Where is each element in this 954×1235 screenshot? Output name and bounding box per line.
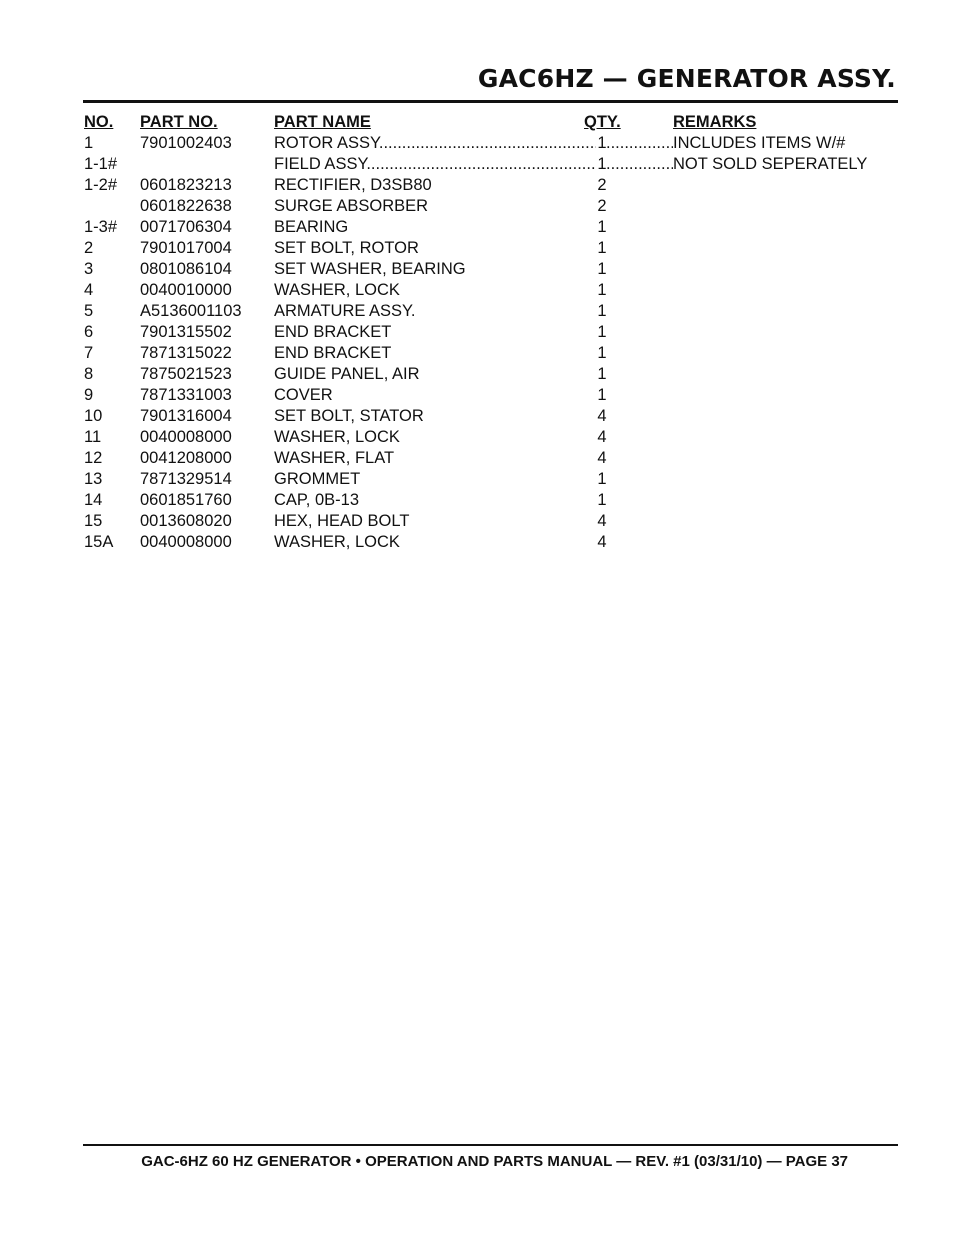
table-row [84, 343, 898, 364]
cell-part-no: 0041208000 [140, 449, 232, 467]
cell-part-no: 7871329514 [140, 470, 232, 488]
table-row [84, 490, 898, 511]
table-row [84, 448, 898, 469]
cell-part-name: WASHER, LOCK [274, 533, 400, 551]
header-qty: QTY. [584, 113, 621, 131]
cell-qty: 4 [597, 449, 607, 467]
table-row [84, 217, 898, 238]
cell-no: 7 [84, 344, 94, 362]
cell-no: 11 [84, 428, 102, 446]
table-row [84, 175, 898, 196]
cell-qty: 1 [597, 365, 607, 383]
cell-part-no: 0040010000 [140, 281, 232, 299]
cell-part-no: 7901002403 [140, 134, 232, 152]
cell-part-no: 0040008000 [140, 428, 232, 446]
cell-part-no: 7871315022 [140, 344, 232, 362]
table-header-row [84, 112, 898, 133]
cell-qty: 1 [597, 386, 607, 404]
cell-qty: 2 [597, 197, 607, 215]
cell-qty: 2 [597, 176, 607, 194]
table-row [84, 196, 898, 217]
page-title: GAC6HZ — GENERATOR ASSY. [477, 64, 896, 93]
cell-no: 10 [84, 407, 103, 425]
cell-part-name: END BRACKET [274, 344, 392, 362]
cell-part-no: 0801086104 [140, 260, 232, 278]
cell-no: 13 [84, 470, 103, 488]
cell-part-no: 7871331003 [140, 386, 232, 404]
cell-no: 8 [84, 365, 94, 383]
title-divider [83, 100, 898, 103]
header-no: NO. [84, 113, 114, 131]
cell-part-no: 0601851760 [140, 491, 232, 509]
cell-part-no: 0040008000 [140, 533, 232, 551]
cell-part-name: ARMATURE ASSY. [274, 302, 416, 320]
cell-part-name: FIELD ASSY. [274, 155, 371, 173]
cell-part-name: SET WASHER, BEARING [274, 260, 466, 278]
footer-divider [83, 1144, 898, 1146]
cell-part-name: WASHER, FLAT [274, 449, 395, 467]
table-row [84, 427, 898, 448]
cell-qty: 1 [597, 239, 607, 257]
cell-part-no: 7901017004 [140, 239, 232, 257]
cell-part-name: GROMMET [274, 470, 361, 488]
cell-part-no: 7901315502 [140, 323, 232, 341]
cell-no: 12 [84, 449, 103, 467]
table-row [84, 364, 898, 385]
cell-qty: 1 [597, 302, 607, 320]
cell-qty: 1 [597, 218, 607, 236]
table-row [84, 532, 898, 553]
cell-part-name: END BRACKET [274, 323, 392, 341]
cell-part-name: SET BOLT, STATOR [274, 407, 424, 425]
cell-part-name: SET BOLT, ROTOR [274, 239, 419, 257]
cell-part-no: 0013608020 [140, 512, 232, 530]
cell-qty: 1 [597, 491, 607, 509]
cell-part-name: WASHER, LOCK [274, 281, 400, 299]
cell-qty: 4 [597, 512, 607, 530]
cell-qty: 4 [597, 533, 607, 551]
cell-part-no: 7875021523 [140, 365, 232, 383]
cell-no: 1 [84, 134, 94, 152]
cell-part-name: SURGE ABSORBER [274, 197, 429, 215]
cell-remarks: NOT SOLD SEPERATELY [673, 155, 868, 173]
cell-part-no: 7901316004 [140, 407, 232, 425]
page-footer: GAC-6HZ 60 HZ GENERATOR • OPERATION AND PARTS MANUAL — REV. #1 (03/31/10) — PAGE 37 [141, 1153, 848, 1170]
leader-dots [606, 133, 673, 154]
table-row [84, 511, 898, 532]
leader-dots [606, 154, 673, 175]
cell-no: 1-1# [84, 155, 118, 173]
header-remarks: REMARKS [673, 113, 757, 131]
cell-no: 3 [84, 260, 94, 278]
cell-no: 1-2# [84, 176, 118, 194]
cell-part-name: ROTOR ASSY. [274, 134, 384, 152]
cell-qty: 4 [597, 407, 607, 425]
cell-no: 15 [84, 512, 103, 530]
cell-no: 4 [84, 281, 94, 299]
cell-part-name: GUIDE PANEL, AIR [274, 365, 420, 383]
cell-part-name: COVER [274, 386, 333, 404]
cell-part-no: 0071706304 [140, 218, 232, 236]
cell-no: 2 [84, 239, 94, 257]
table-row [84, 406, 898, 427]
table-row [84, 469, 898, 490]
cell-part-name: WASHER, LOCK [274, 428, 400, 446]
cell-no: 5 [84, 302, 94, 320]
cell-qty: 1 [597, 323, 607, 341]
header-part-no: PART NO. [140, 113, 218, 131]
table-row [84, 385, 898, 406]
cell-qty: 1 [597, 281, 607, 299]
table-row [84, 322, 898, 343]
cell-part-name: BEARING [274, 218, 349, 236]
cell-part-no: 0601822638 [140, 197, 232, 215]
cell-remarks: INCLUDES ITEMS W/# [673, 134, 846, 152]
table-body [84, 133, 898, 553]
table-row [84, 133, 898, 154]
cell-qty: 1 [597, 344, 607, 362]
leader-dots [274, 154, 596, 175]
cell-qty: 1 [597, 470, 607, 488]
cell-qty: 1 [597, 155, 607, 173]
cell-no: 1-3# [84, 218, 118, 236]
table-row [84, 154, 898, 175]
cell-part-name: HEX, HEAD BOLT [274, 512, 410, 530]
cell-qty: 1 [597, 260, 607, 278]
cell-part-name: CAP, 0B-13 [274, 491, 359, 509]
table-row [84, 301, 898, 322]
table-row [84, 280, 898, 301]
header-part-name: PART NAME [274, 113, 371, 131]
table-row [84, 259, 898, 280]
cell-no: 14 [84, 491, 103, 509]
cell-qty: 4 [597, 428, 607, 446]
table-row [84, 238, 898, 259]
leader-dots [274, 133, 596, 154]
cell-qty: 1 [597, 134, 607, 152]
cell-no: 9 [84, 386, 94, 404]
cell-part-no: 0601823213 [140, 176, 232, 194]
cell-no: 15A [84, 533, 114, 551]
parts-table [84, 112, 898, 553]
cell-no: 6 [84, 323, 94, 341]
cell-part-name: RECTIFIER, D3SB80 [274, 176, 432, 194]
cell-part-no: A5136001103 [140, 302, 242, 320]
